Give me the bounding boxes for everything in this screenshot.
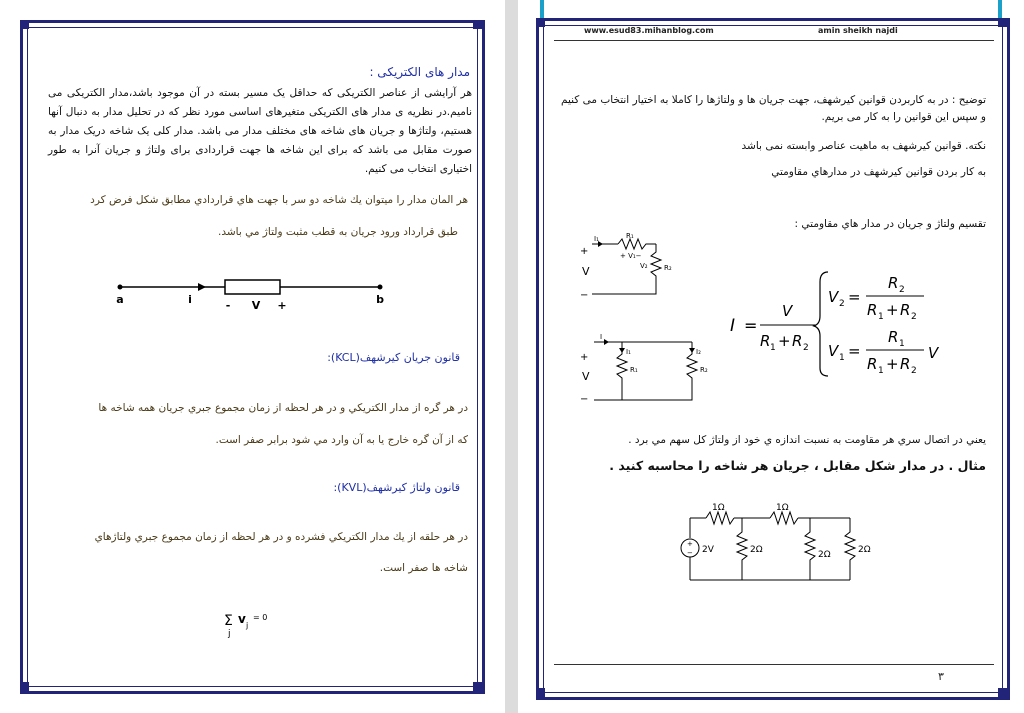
eq-v1-den-plus: + (886, 355, 899, 373)
corner-ornament (998, 18, 1007, 27)
eq-den-plus: + (778, 332, 791, 350)
header-author: amin sheikh najdi (818, 26, 898, 35)
eq-v1-v: V (928, 344, 939, 362)
apply-line: به كار بردن قوانين كيرشهف در مدارهاي مقاومتي (771, 166, 986, 178)
eq-v1-den-r1: R (867, 355, 878, 373)
example-source-label: 2V (702, 545, 714, 555)
current-i-label: i (188, 293, 192, 306)
parallel-i-label: I (600, 333, 603, 341)
source-minus: − (687, 549, 693, 557)
example-circuit (678, 500, 898, 590)
header-website: www.esud83.mihanblog.com (584, 26, 714, 35)
parallel-minus: − (580, 394, 589, 405)
kvl-line-2: شاخه ها صفر است. (379, 562, 468, 574)
series-minus: − (580, 290, 589, 301)
element-line-1: هر المان مدار را ميتوان يك شاخه دو سر با جهت هاي قراردادي مطابق شكل فرض كرد (90, 194, 468, 206)
node-b-label: b (376, 293, 384, 306)
parallel-i2-label: I₂ (696, 348, 701, 356)
explain-paragraph: توضیح : در به کاربردن قوانین کیرشهف، جهت جریان ها و ولتاژها را کاملا به اختیار انتخاب می کنیم و سپس این قوانین را به کار می بریم. (560, 94, 986, 123)
eq-den-r2: R (792, 332, 803, 350)
element-line-2: طبق قرارداد ورود جريان به قطب مثبت ولتاژ مي باشد. (217, 226, 458, 238)
series-plus: + (580, 246, 589, 257)
parallel-plus: + (580, 352, 589, 363)
eq-v2: V (828, 288, 839, 306)
eq-v2-num-sub: 2 (899, 285, 905, 295)
series-v2-label: V₂ (640, 262, 648, 270)
footer-rule (554, 664, 994, 665)
parallel-i1-label: I₁ (626, 348, 631, 356)
sigma-symbol: Σ (224, 613, 233, 629)
branch-diagram (110, 275, 400, 315)
parallel-r1-label: R₁ (630, 366, 638, 374)
corner-ornament (473, 20, 482, 29)
eq-v1-num-sub: 1 (899, 339, 905, 349)
eq-numerator-v: V (782, 302, 793, 320)
parallel-v-source: V (582, 370, 590, 383)
corner-ornament (20, 20, 29, 29)
series-conclusion: يعني در اتصال سري هر مقاومت به نسبت اندازه ي خود از ولتاژ كل سهم مي برد . (628, 434, 986, 446)
page-edge-marker (998, 0, 1002, 18)
example-r1-label: 1Ω (712, 503, 725, 513)
kvl-line-1: در هر حلقه از يك مدار الكتريكي فشرده و در هر لحظه از زمان مجموع جبري ولتاژهاي (94, 531, 468, 543)
kvl-title: قانون ولتاژ كيرشهف(KVL): (333, 481, 460, 494)
eq-den-s2: 2 (803, 343, 809, 353)
series-v1-label: + V₁− (620, 252, 642, 260)
example-r5-label: 2Ω (858, 545, 871, 555)
formula-variable: v (238, 612, 246, 626)
corner-ornament (536, 18, 545, 27)
source-plus: + (687, 540, 693, 548)
series-r1-label: R₁ (626, 232, 634, 240)
example-r4-label: 2Ω (818, 550, 831, 560)
plus-label: + (277, 299, 287, 312)
eq-v2-sign: = (848, 288, 861, 306)
page-edge-marker (540, 0, 544, 18)
heading-electric-circuits: مدار های الکتریکی : (369, 65, 470, 79)
parallel-circuit (576, 330, 716, 410)
page-number: ٣ (938, 670, 944, 683)
eq-v1-den-r2: R (900, 355, 911, 373)
header-rule (554, 40, 994, 41)
eq-v2-den-s2: 2 (911, 312, 917, 322)
eq-sign: = (744, 316, 758, 335)
eq-v1-num: R (888, 328, 899, 346)
kcl-line-2: كه از آن گره خارج يا به آن وارد مي شود برابر صفر است. (215, 434, 468, 446)
eq-v2-den-r1: R (867, 301, 878, 319)
kcl-title: قانون جريان كيرشهف(KCL): (327, 351, 460, 364)
intro-paragraph: هر آرایشی از عناصر الکتریکی که حداقل یک مسیر بسته در آن موجود باشد،مدار الکتریکی می نامیم.در نظریه ی مدار های الکتریکی متغیرهای اساسی مورد نظر که در تحلیل مدار به دنبال آنها هستیم، ولتاژها و جریان های شاخه های مختلف مدار می باشد. مدار کلی یک شاخه دریک مدار به صورت مقابل می باشد که برای این شاخه ها جهت قراردادی برای ولتاژ و جریان آنرا به طور اختیاری انتخاب می کنیم. (48, 87, 472, 175)
voltage-v-label: V (251, 299, 261, 312)
node-a-label: a (116, 293, 124, 306)
series-r2-label: R₂ (664, 264, 672, 272)
minus-label: - (225, 299, 231, 312)
eq-den-s1: 1 (770, 343, 776, 353)
corner-ornament (536, 688, 545, 697)
note-line: نکته. قوانین کیرشهف به ماهیت عناصر وابسته نمی باشد (741, 140, 986, 152)
example-r3-label: 2Ω (750, 545, 763, 555)
eq-v1-sub: 1 (839, 353, 845, 363)
eq-v2-den-plus: + (886, 301, 899, 319)
formula-rhs: = 0 (253, 613, 268, 622)
left-page (0, 0, 505, 713)
corner-ornament (20, 682, 29, 691)
eq-v2-sub: 2 (839, 299, 845, 309)
eq-v1-sign: = (848, 342, 861, 360)
divider-equation (728, 268, 958, 380)
eq-v1-den-s1: 1 (878, 366, 884, 376)
formula-variable-subscript: j (246, 621, 249, 630)
series-circuit (576, 232, 696, 302)
eq-v1: V (828, 342, 839, 360)
corner-ornament (998, 688, 1007, 697)
eq-v2-num: R (888, 274, 899, 292)
eq-v2-den-s1: 1 (878, 312, 884, 322)
example-r2-label: 1Ω (776, 503, 789, 513)
eq-den-r1: R (760, 332, 771, 350)
series-v-source: V (582, 265, 590, 278)
parallel-r2-label: R₂ (700, 366, 708, 374)
eq-v2-den-r2: R (900, 301, 911, 319)
kcl-line-1: در هر گره از مدار الكتريكي و در هر لحظه از زمان مجموع جبري جريان همه شاخه ها (98, 402, 468, 414)
corner-ornament (473, 682, 482, 691)
divide-heading: تقسيم ولتاژ و جريان در مدار هاي مقاومتي : (794, 218, 986, 230)
example-heading: مثال . در مدار شکل مقابل ، جریان هر شاخه را محاسبه کنید . (609, 458, 986, 473)
eq-v1-den-s2: 2 (911, 366, 917, 376)
right-page (518, 0, 1024, 713)
kvl-formula (222, 605, 282, 639)
sigma-subscript: j (228, 629, 231, 639)
series-i1-label: I₁ (594, 235, 599, 243)
eq-i: I (730, 316, 736, 336)
